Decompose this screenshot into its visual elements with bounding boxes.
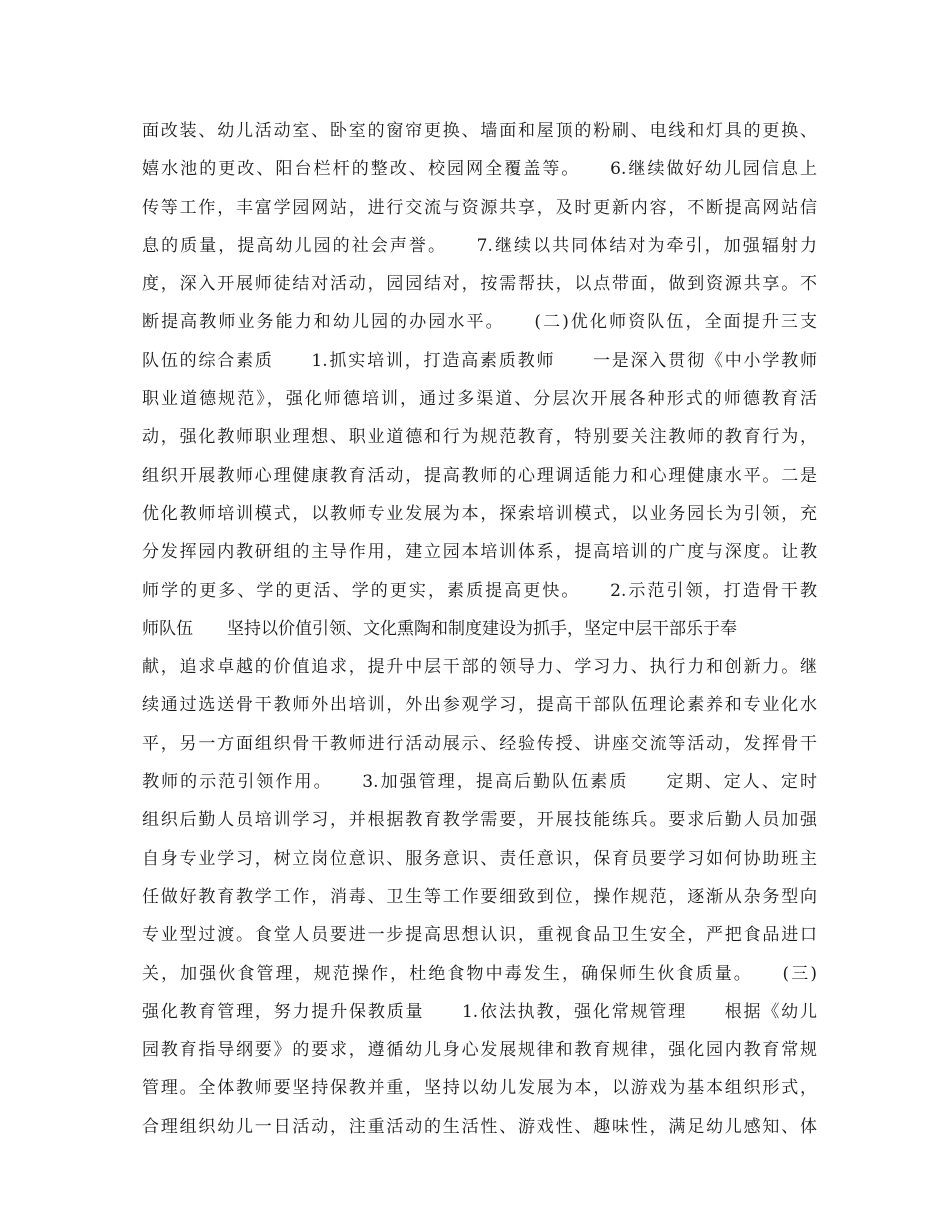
text-line: 任做好教育教学工作，消毒、卫生等工作要细致到位，操作规范，逐渐从杂务型向 [142, 886, 817, 907]
text-line: 组织开展教师心理健康教育活动，提高教师的心理调适能力和心理健康水平。二是 [142, 465, 817, 486]
text-line: 管理。全体教师要坚持保教并重，坚持以幼儿发展为本，以游戏为基本组织形式， [142, 1078, 817, 1099]
text-line: 园教育指导纲要》的要求，遵循幼儿身心发展规律和教育规律，强化园内教育常规 [142, 1040, 817, 1061]
body-text [142, 112, 817, 1146]
text-line: 职业道德规范》，强化师德培训，通过多渠道、分层次开展各种形式的师德教育活 [142, 389, 817, 410]
text-line: 传等工作，丰富学园网站，进行交流与资源共享，及时更新内容，不断提高网站信 [142, 197, 817, 218]
text-line: 分发挥园内教研组的主导作用，建立园本培训体系，提高培训的广度与深度。让教 [142, 542, 817, 563]
text-line: 嬉水池的更改、阳台栏杆的整改、校园网全覆盖等。 6.继续做好幼儿园信息上 [142, 159, 817, 180]
text-line: 息的质量，提高幼儿园的社会声誉。 7.继续以共同体结对为牵引，加强辐射力 [142, 235, 817, 256]
text-line: 面改装、幼儿活动室、卧室的窗帘更换、墙面和屋顶的粉刷、电线和灯具的更换、 [142, 121, 817, 141]
text-line: 动，强化教师职业理想、职业道德和行为规范教育，特别要关注教师的教育行为， [142, 427, 817, 448]
text-line: 强化教育管理，努力提升保教质量 1.依法执教，强化常规管理 根据《幼儿 [142, 1001, 817, 1022]
text-line: 续通过选送骨干教师外出培训，外出参观学习，提高干部队伍理论素养和专业化水 [142, 695, 817, 716]
text-line: 队伍的综合素质 1.抓实培训，打造高素质教师 一是深入贯彻《中小学教师 [142, 350, 817, 371]
text-line: 合理组织幼儿一日活动，注重活动的生活性、游戏性、趣味性，满足幼儿感知、体 [142, 1116, 817, 1137]
text-line: 自身专业学习，树立岗位意识、服务意识、责任意识，保育员要学习如何协助班主 [142, 848, 817, 869]
text-line: 关，加强伙食管理，规范操作，杜绝食物中毒发生，确保师生伙食质量。 (三) [142, 963, 817, 984]
text-line: 组织后勤人员培训学习，并根据教育教学需要，开展技能练兵。要求后勤人员加强 [142, 810, 817, 831]
text-line: 平，另一方面组织骨干教师进行活动展示、经验传授、讲座交流等活动，发挥骨干 [142, 733, 817, 754]
text-line: 度，深入开展师徒结对活动，园园结对，按需帮扶，以点带面，做到资源共享。不 [142, 274, 817, 295]
text-line: 断提高教师业务能力和幼儿园的办园水平。 (二)优化师资队伍，全面提升三支 [142, 312, 817, 333]
text-line: 教师的示范引领作用。 3.加强管理，提高后勤队伍素质 定期、定人、定时 [142, 772, 817, 793]
text-line: 师学的更多、学的更活、学的更实，素质提高更快。 2.示范引领，打造骨干教 [142, 580, 817, 601]
text-line: 师队伍 坚持以价值引领、文化熏陶和制度建设为抓手，坚定中层干部乐于奉 [142, 618, 737, 639]
text-line: 优化教师培训模式，以教师专业发展为本，探索培训模式，以业务园长为引领，充 [142, 503, 817, 524]
text-line: 献，追求卓越的价值追求，提升中层干部的领导力、学习力、执行力和创新力。继 [142, 657, 817, 678]
text-line: 专业型过渡。食堂人员要进一步提高思想认识，重视食品卫生安全，严把食品进口 [142, 925, 817, 946]
